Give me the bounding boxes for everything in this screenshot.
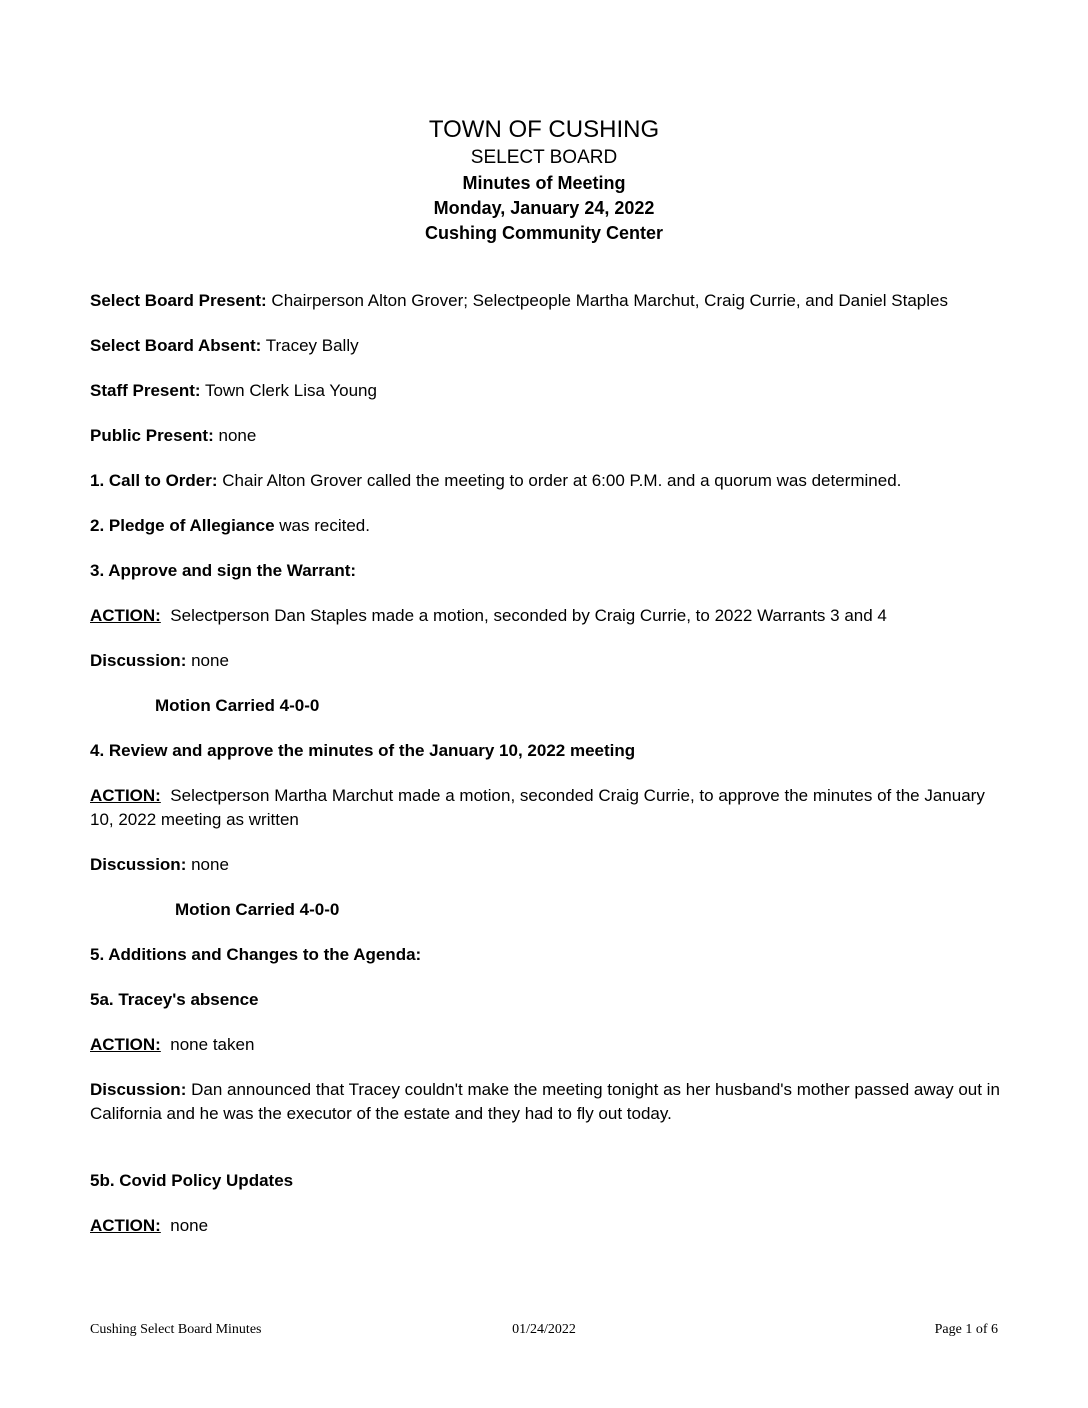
agenda-item-2-heading: 2. Pledge of Allegiance — [90, 516, 275, 535]
agenda-item-2 — [90, 514, 1002, 538]
action-item-3-text: Selectperson Dan Staples made a motion, seconded by Craig Currie, to 2022 Warrants 3 and 4 — [160, 606, 887, 625]
discussion-item-5a — [90, 1078, 1002, 1126]
attendance-present — [90, 289, 1002, 313]
attendance-present-label: Select Board Present: — [90, 291, 267, 310]
discussion-item-3-label: Discussion: — [90, 651, 187, 670]
document-title: TOWN OF CUSHING — [428, 116, 660, 143]
agenda-item-1-text: Chair Alton Grover called the meeting to order at 6:00 P.M. and a quorum was determined. — [217, 471, 902, 490]
discussion-item-5a-text: Dan announced that Tracey couldn't make the meeting tonight as her husband's mother passed away out in California and he was the executor of the estate and they had to fly out today. — [90, 1080, 1000, 1123]
action-item-5a-text: none taken — [160, 1035, 255, 1054]
agenda-item-4 — [90, 739, 1002, 763]
action-item-5a — [90, 1033, 1002, 1057]
footer-page-number: Page 1 of 6 — [934, 1322, 998, 1337]
document-header — [0, 114, 1088, 246]
discussion-item-3 — [90, 649, 1002, 673]
agenda-item-3 — [90, 559, 1002, 583]
action-item-4-label: ACTION: — [90, 786, 161, 805]
motion-carried-item-4: Motion Carried 4-0-0 — [175, 900, 340, 919]
attendance-present-text: Chairperson Alton Grover; Selectpeople Martha Marchut, Craig Currie, and Daniel Staples — [266, 291, 948, 310]
attendance-staff-label: Staff Present: — [90, 381, 201, 400]
agenda-item-3-heading: 3. Approve and sign the Warrant: — [90, 561, 357, 580]
agenda-item-5 — [90, 943, 1002, 967]
motion-carried-item-3: Motion Carried 4-0-0 — [155, 696, 320, 715]
attendance-public-text: none — [213, 426, 257, 445]
attendance-public — [90, 424, 1002, 448]
action-item-5b-label: ACTION: — [90, 1216, 161, 1235]
agenda-item-5b — [90, 1169, 1002, 1193]
attendance-absent-text: Tracey Bally — [261, 336, 359, 355]
discussion-item-4 — [90, 853, 1002, 877]
agenda-item-5-heading: 5. Additions and Changes to the Agenda: — [90, 945, 422, 964]
footer-document-name: Cushing Select Board Minutes — [90, 1322, 262, 1337]
agenda-item-5b-heading: 5b. Covid Policy Updates — [90, 1171, 294, 1190]
discussion-item-3-text: none — [186, 651, 229, 670]
agenda-item-5a — [90, 988, 1002, 1012]
attendance-public-label: Public Present: — [90, 426, 214, 445]
action-item-5b-text: none — [160, 1216, 209, 1235]
attendance-absent-label: Select Board Absent: — [90, 336, 262, 355]
document-subtitle: SELECT BOARD — [470, 147, 618, 168]
action-item-4-text: Selectperson Martha Marchut made a motion, seconded Craig Currie, to approve the minutes of the January 10, 2022 meeting as written — [90, 786, 985, 829]
action-item-4 — [90, 784, 1002, 832]
meeting-date: Monday, January 24, 2022 — [433, 198, 655, 218]
footer-date: 01/24/2022 — [512, 1322, 576, 1337]
discussion-item-4-label: Discussion: — [90, 855, 187, 874]
document-body — [90, 289, 1002, 1259]
action-item-5a-label: ACTION: — [90, 1035, 161, 1054]
discussion-item-5a-label: Discussion: — [90, 1080, 187, 1099]
meeting-location: Cushing Community Center — [424, 223, 663, 243]
discussion-item-4-text: none — [186, 855, 229, 874]
attendance-absent — [90, 334, 1002, 358]
page-footer — [0, 1322, 1088, 1342]
attendance-staff-text: Town Clerk Lisa Young — [200, 381, 377, 400]
agenda-item-2-text: was recited. — [274, 516, 370, 535]
document-type: Minutes of Meeting — [462, 173, 626, 193]
action-item-3-label: ACTION: — [90, 606, 161, 625]
agenda-item-5a-heading: 5a. Tracey's absence — [90, 990, 259, 1009]
agenda-item-1 — [90, 469, 1002, 493]
agenda-item-4-heading: 4. Review and approve the minutes of the January 10, 2022 meeting — [90, 741, 636, 760]
attendance-staff — [90, 379, 1002, 403]
agenda-item-1-heading: 1. Call to Order: — [90, 471, 218, 490]
action-item-5b — [90, 1214, 1002, 1238]
action-item-3 — [90, 604, 1002, 628]
